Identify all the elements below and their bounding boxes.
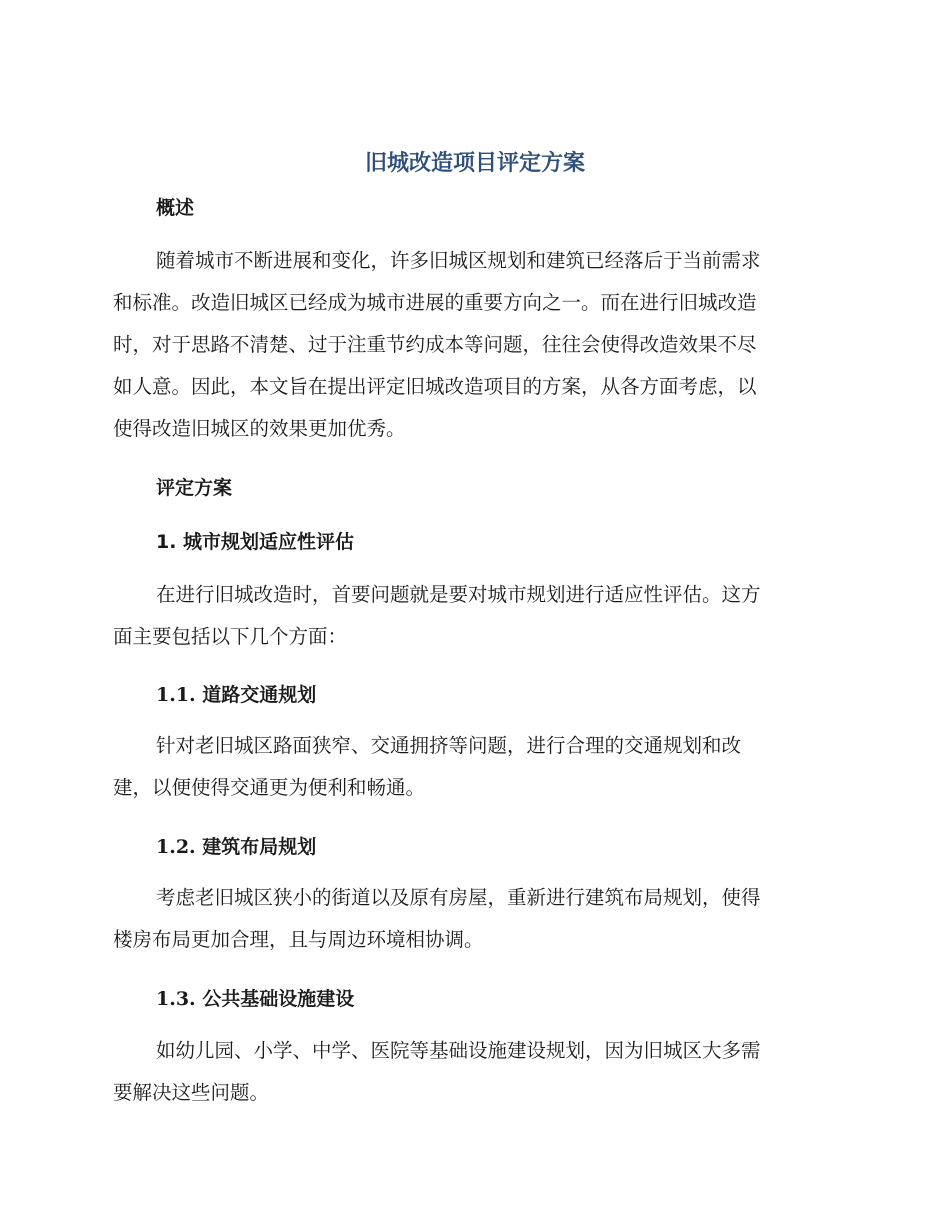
subsection-1-1-paragraph <box>113 725 829 809</box>
paragraph-line: 楼房布局更加合理，且与周边环境相协调。 <box>113 928 484 951</box>
plan-heading: 评定方案 <box>156 477 233 499</box>
overview-heading: 概述 <box>156 197 195 219</box>
subsection-1-2-heading: 1.2. 建筑布局规划 <box>156 836 317 858</box>
overview-paragraph <box>113 240 829 450</box>
paragraph-line: 使得改造旧城区的效果更加优秀。 <box>113 417 406 440</box>
paragraph-line: 如人意。因此，本文旨在提出评定旧城改造项目的方案，从各方面考虑，以 <box>113 375 757 398</box>
section-1-intro <box>113 574 829 658</box>
paragraph-line: 在进行旧城改造时，首要问题就是要对城市规划进行适应性评估。这方 <box>156 583 761 606</box>
section-1-heading: 1. 城市规划适应性评估 <box>156 531 355 553</box>
paragraph-line: 针对老旧城区路面狭窄、交通拥挤等问题，进行合理的交通规划和改 <box>156 734 742 757</box>
paragraph-line: 面主要包括以下几个方面： <box>113 625 348 648</box>
paragraph-line: 随着城市不断进展和变化，许多旧城区规划和建筑已经落后于当前需求 <box>156 249 761 272</box>
paragraph-line: 时，对于思路不清楚、过于注重节约成本等问题，往往会使得改造效果不尽 <box>113 333 757 356</box>
subsection-1-3-paragraph <box>113 1030 829 1114</box>
paragraph-line: 如幼儿园、小学、中学、医院等基础设施建设规划，因为旧城区大多需 <box>156 1039 761 1062</box>
subsection-1-1-heading: 1.1. 道路交通规划 <box>156 684 317 706</box>
document-title: 旧城改造项目评定方案 <box>364 151 585 176</box>
paragraph-line: 要解决这些问题。 <box>113 1081 270 1104</box>
subsection-1-2-paragraph <box>113 877 829 961</box>
paragraph-line: 建，以便使得交通更为便利和畅通。 <box>113 776 426 799</box>
subsection-1-3-heading: 1.3. 公共基础设施建设 <box>156 988 355 1010</box>
paragraph-line: 考虑老旧城区狭小的街道以及原有房屋，重新进行建筑布局规划，使得 <box>156 886 761 909</box>
paragraph-line: 和标准。改造旧城区已经成为城市进展的重要方向之一。而在进行旧城改造 <box>113 291 757 314</box>
